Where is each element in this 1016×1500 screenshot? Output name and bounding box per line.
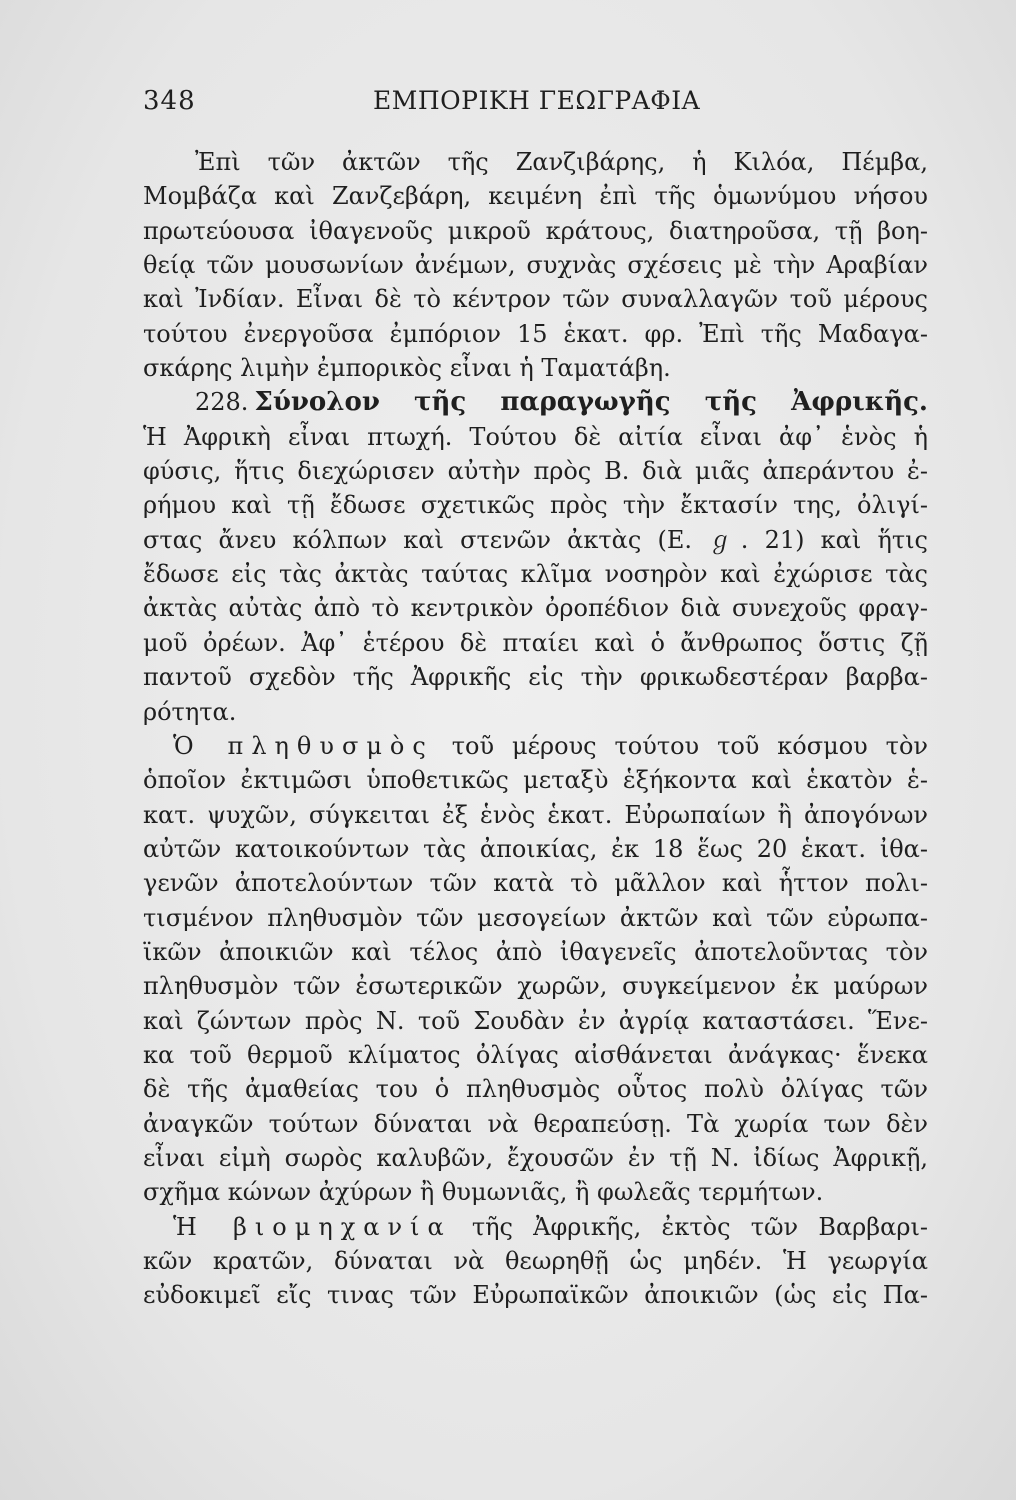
text-line: σκάρης λιμὴν ἐμπορικὸς εἶναι ἡ Ταματάβη. xyxy=(143,354,671,383)
text-line: θείᾳ τῶν μουσωνίων ἀνέμων, συχνὰς σχέσεις μὲ τὴν Αραβίαν xyxy=(143,251,928,280)
text-line: Ἐπὶ τῶν ἀκτῶν τῆς Ζανζιβάρης, ἡ Κιλόα, Πέμβα, xyxy=(195,148,928,176)
text-line: καὶ ζώντων πρὸς Ν. τοῦ Σουδὰν ἐν ἀγρίᾳ καταστάσει. Ἕνε- xyxy=(143,1006,928,1035)
spaced-keyword: Ἡ βιομηχανία xyxy=(173,1212,452,1241)
page-number: 348 xyxy=(143,86,196,116)
text-line: εὐδοκιμεῖ εἴς τινας τῶν Εὐρωπαϊκῶν ἀποικιῶν (ὡς εἰς Πα- xyxy=(143,1281,928,1310)
text-line: ρότητα. xyxy=(143,697,237,726)
text-line: ρήμου καὶ τῇ ἔδωσε σχετικῶς πρὸς τὴν ἔκτασίν της, ὀλιγί- xyxy=(143,491,928,520)
text-line: στας ἄνευ κόλπων καὶ στενῶν ἀκτὰς (Ε. ℊ. 21) καὶ ἥτις xyxy=(143,525,928,554)
text-line: κῶν κρατῶν, δύναται νὰ θεωρηθῇ ὡς μηδέν. Ἡ γεωργία xyxy=(143,1247,928,1275)
spaced-keyword: Ὁ πληθυσμὸς xyxy=(173,731,434,760)
text-line: κατ. ψυχῶν, σύγκειται ἐξ ἑνὸς ἑκατ. Εὐρωπαίων ἢ ἀπογόνων xyxy=(143,800,928,829)
text-line: καὶ Ἰνδίαν. Εἶναι δὲ τὸ κέντρον τῶν συναλλαγῶν τοῦ μέρους xyxy=(143,285,928,314)
text-line: ἔδωσε εἰς τὰς ἀκτὰς ταύτας κλῖμα νοσηρὸν καὶ ἐχώρισε τὰς xyxy=(143,560,928,589)
text-line: αὐτῶν κατοικούντων τὰς ἀποικίας, ἐκ 18 ἕως 20 ἑκατ. ἰθα- xyxy=(143,834,928,863)
text-line: πρωτεύουσα ἰθαγενοῦς μικροῦ κράτους, διατηροῦσα, τῇ βοη- xyxy=(143,216,928,245)
text-line: τούτου ἐνεργοῦσα ἐμπόριον 15 ἑκατ. φρ. Ἐπὶ τῆς Μαδαγα- xyxy=(143,319,928,348)
text-line: φύσις, ἥτις διεχώρισεν αὐτὴν πρὸς Β. διὰ μιᾶς ἀπεράντου ἐ- xyxy=(143,457,928,486)
text-line xyxy=(143,1210,928,1244)
text-line: τισμένον πληθυσμὸν τῶν μεσογείων ἀκτῶν καὶ τῶν εὐρωπα- xyxy=(143,903,928,932)
text-line: Ἡ Ἀφρικὴ εἶναι πτωχή. Τούτου δὲ αἰτία εἶναι ἀφ᾽ ἑνὸς ἡ xyxy=(143,422,928,451)
body-text xyxy=(143,145,928,1313)
running-title: ΕΜΠΟΡΙΚΗ ΓΕΩΓΡΑΦΙΑ xyxy=(373,86,701,115)
text-line: ὁποῖον ἐκτιμῶσι ὑποθετικῶς μεταξὺ ἑξήκοντα καὶ ἑκατὸν ἑ- xyxy=(143,766,928,795)
text-line: παντοῦ σχεδὸν τῆς Ἀφρικῆς εἰς τὴν φρικωδεστέραν βαρβα- xyxy=(143,663,928,692)
text-fragment: τῆς Ἀφρικῆς, ἐκτὸς τῶν Βαρβαρι- xyxy=(471,1212,928,1241)
page-header xyxy=(143,86,883,126)
text-line: πληθυσμὸν τῶν ἐσωτερικῶν χωρῶν, συγκείμενον ἐκ μαύρων xyxy=(143,972,928,1001)
text-line: ἀκτὰς αὐτὰς ἀπὸ τὸ κεντρικὸν ὀροπέδιον διὰ συνεχοῦς φραγ- xyxy=(143,594,928,623)
section-title: Σύνολον τῆς παραγωγῆς τῆς Ἀφρικῆς. xyxy=(254,387,928,418)
text-line xyxy=(143,729,928,763)
text-line: ἀναγκῶν τούτων δύναται νὰ θεραπεύσῃ. Τὰ χωρία των δὲν xyxy=(143,1109,928,1138)
text-line: μοῦ ὀρέων. Ἀφ᾽ ἑτέρου δὲ πταίει καὶ ὁ ἄνθρωπος ὅστις ζῇ xyxy=(143,628,928,657)
text-fragment: τοῦ μέρους τούτου τοῦ κόσμου τὸν xyxy=(451,731,928,760)
section-heading xyxy=(143,385,928,419)
text-line: ϊκῶν ἀποικιῶν καὶ τέλος ἀπὸ ἰθαγενεῖς ἀποτελοῦντας τὸν xyxy=(143,937,928,966)
section-number: 228. xyxy=(195,388,249,417)
text-line: κα τοῦ θερμοῦ κλίματος ὀλίγας αἰσθάνεται ἀνάγκας· ἕνεκα xyxy=(143,1040,928,1069)
text-line: Μομβάζα καὶ Ζανζεβάρη, κειμένη ἐπὶ τῆς ὁμωνύμου νήσου xyxy=(143,182,928,211)
text-line: δὲ τῆς ἀμαθείας του ὁ πληθυσμὸς οὗτος πολὺ ὀλίγας τῶν xyxy=(143,1075,928,1104)
text-line: γενῶν ἀποτελούντων τῶν κατὰ τὸ μᾶλλον καὶ ἧττον πολι- xyxy=(143,869,928,898)
text-line: εἶναι εἰμὴ σωρὸς καλυβῶν, ἔχουσῶν ἐν τῇ Ν. ἰδίως Ἀφρικῇ, xyxy=(143,1143,928,1172)
text-line: σχῆμα κώνων ἀχύρων ἢ θυμωνιᾶς, ἢ φωλεᾶς τερμήτων. xyxy=(143,1178,824,1207)
